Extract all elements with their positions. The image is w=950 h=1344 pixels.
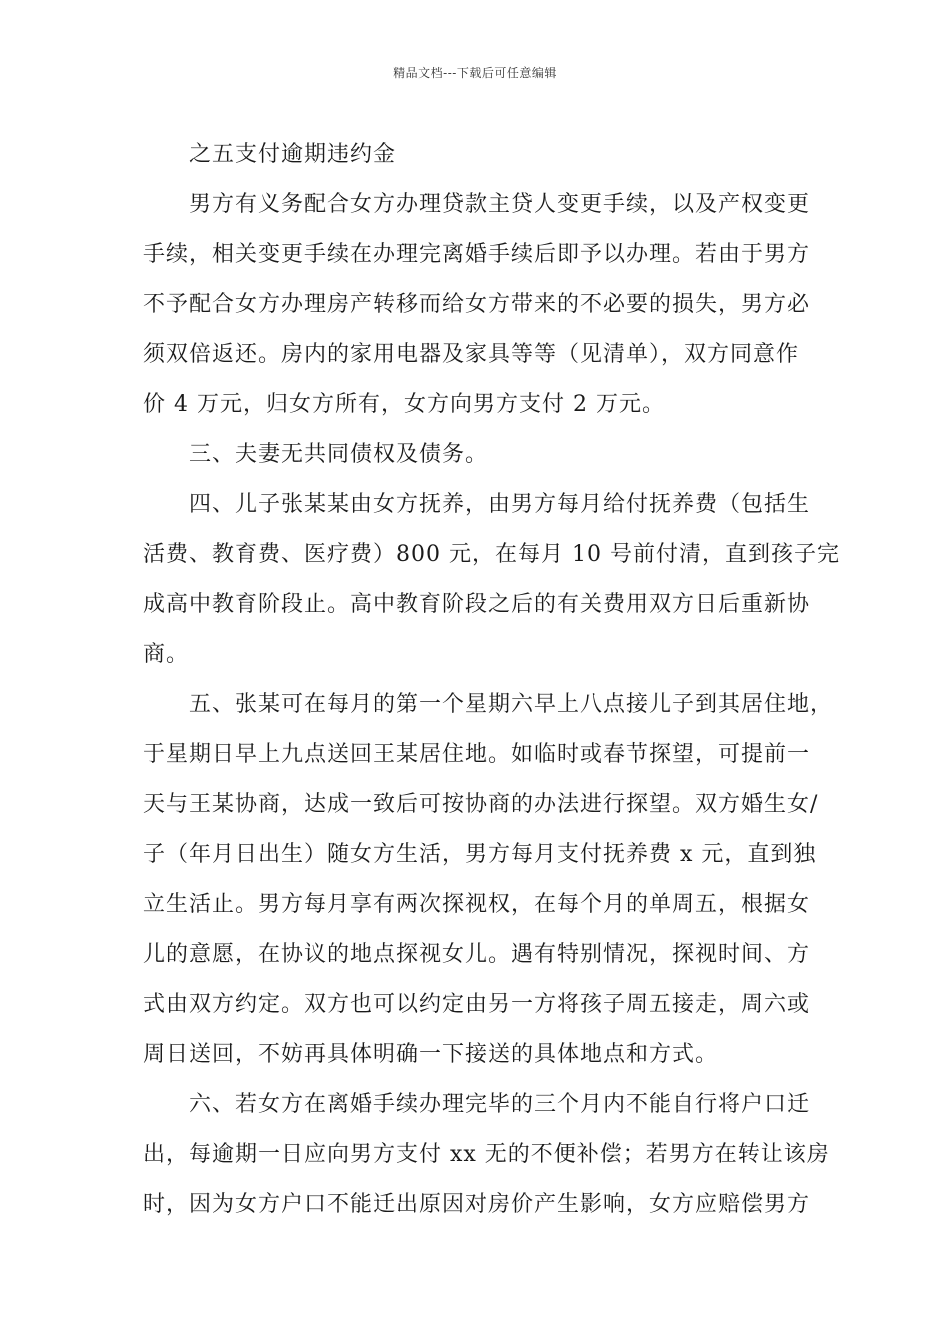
page-header: 精品文档---下载后可任意编辑 [393,66,557,80]
text-line: 活费、教育费、医疗费）800 元，在每月 10 号前付清，直到孩子完 [143,542,840,567]
text-line: 立生活止。男方每月享有两次探视权，在每个月的单周五，根据女 [143,892,811,917]
text-line: 须双倍返还。房内的家用电器及家具等等（见清单），双方同意作 [143,342,800,367]
text-line: 天与王某协商，达成一致后可按协商的办法进行探望。双方婚生女/ [143,792,819,817]
text-line: 价 4 万元，归女方所有，女方向男方支付 2 万元。 [143,392,665,417]
text-line: 三、夫妻无共同债权及债务。 [189,442,489,467]
text-line: 六、若女方在离婚手续办理完毕的三个月内不能自行将户口迁 [189,1092,811,1117]
text-line: 周日送回，不妨再具体明确一下接送的具体地点和方式。 [143,1042,719,1067]
text-line: 商。 [143,642,190,667]
text-line: 成高中教育阶段止。高中教育阶段之后的有关费用双方日后重新协 [143,592,811,617]
text-line: 式由双方约定。双方也可以约定由另一方将孩子周五接走，周六或 [143,992,811,1017]
text-line: 男方有义务配合女方办理贷款主贷人变更手续，以及产权变更 [189,192,811,217]
text-line: 于星期日早上九点送回王某居住地。如临时或春节探望，可提前一 [143,742,811,767]
paragraph-penalty-heading [143,130,810,180]
text-line: 时，因为女方户口不能迁出原因对房价产生影响，女方应赔偿男方 [143,1192,811,1217]
paragraph-household-registration [143,1080,830,1230]
text-line: 子（年月日出生）随女方生活，男方每月支付抚养费 x 元，直到独 [143,842,817,867]
paragraph-visitation [143,680,834,1080]
paragraph-no-debts [143,430,810,480]
text-line: 之五支付逾期违约金 [189,142,397,167]
text-line: 出，每逾期一日应向男方支付 xx 无的不便补偿；若男方在转让该房 [143,1142,830,1167]
document-body [143,130,840,1230]
paragraph-child-support [143,480,840,680]
paragraph-loan-transfer [143,180,810,430]
text-line: 不予配合女方办理房产转移而给女方带来的不必要的损失，男方必 [143,292,811,317]
text-line: 儿的意愿，在协议的地点探视女儿。遇有特别情况，探视时间、方 [143,942,811,967]
text-line: 四、儿子张某某由女方抚养，由男方每月给付抚养费（包括生 [189,492,811,517]
text-line: 五、张某可在每月的第一个星期六早上八点接儿子到其居住地， [189,692,834,717]
text-line: 手续，相关变更手续在办理完离婚手续后即予以办理。若由于男方 [143,242,811,267]
